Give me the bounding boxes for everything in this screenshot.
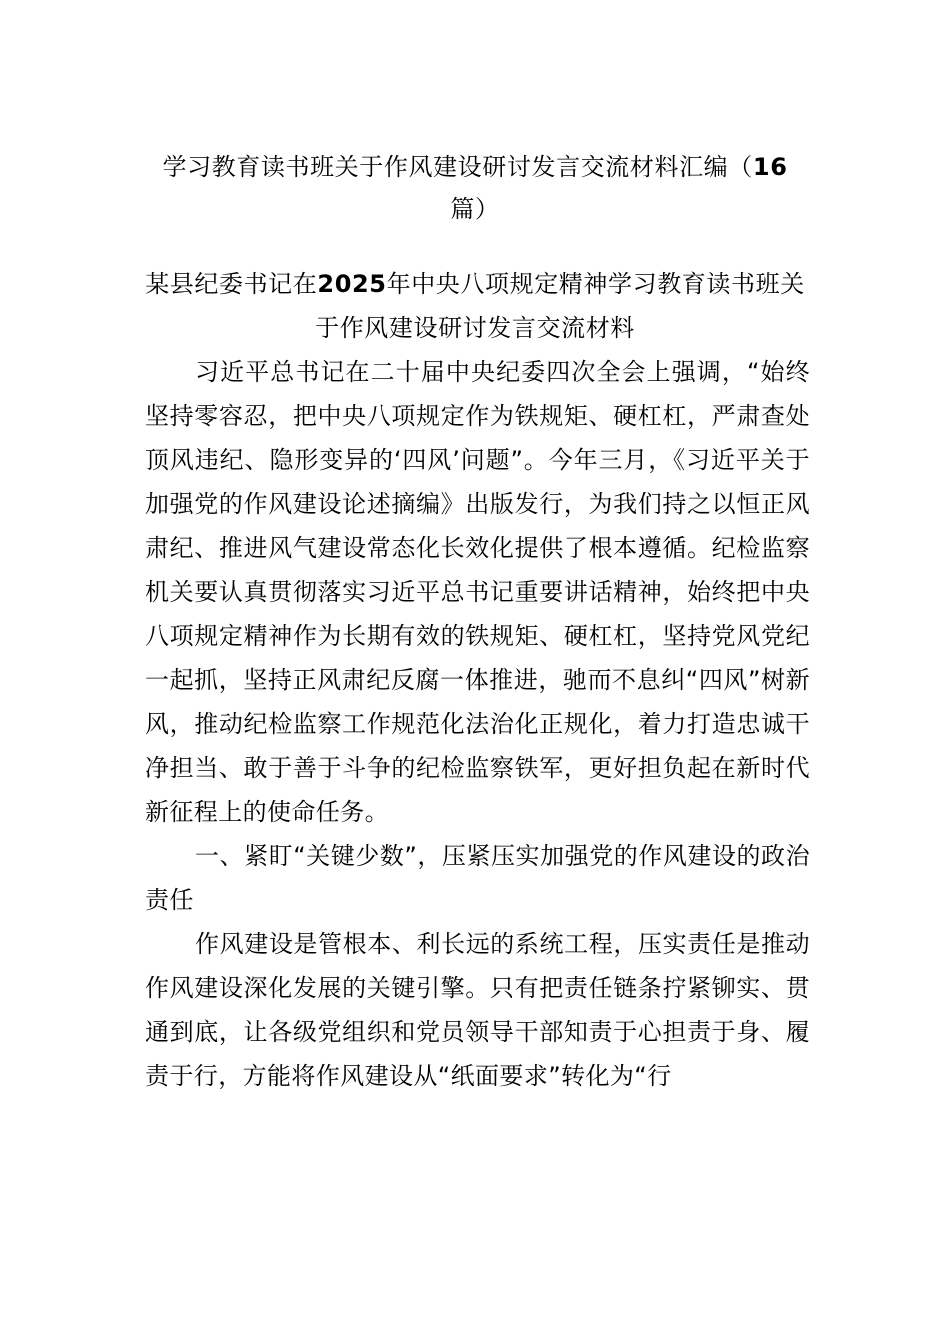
- paragraph-section-1: 作风建设是管根本、利长远的系统工程，压实责任是推动作风建设深化发展的关键引擎。只有把责任链条拧紧铆实、贯通到底，让各级党组织和党员领导干部知责于心担责于身、履责于行，方能将作风建设从“纸面要求”转化为“行: [145, 930, 810, 1090]
- title-text: 学习教育读书班关于作风建设研讨发言交流材料汇编（: [162, 153, 753, 181]
- paragraph-intro: 习近平总书记在二十届中央纪委四次全会上强调，“始终坚持零容忍，把中央八项规定作为铁规矩、硬杠杠，严肃查处顶风违纪、隐形变异的‘四风’问题”。今年三月，《习近平关于加强党的作风建设论述摘编》出版发行，为我们持之以恒正风肃纪、推进风气建设常态化长效化提供了根本遵循。纪检监察机关要认真贯彻落实习近平总书记重要讲话精神，始终把中央八项规定精神作为长期有效的铁规矩、硬杠杠，坚持党风党纪一起抓，坚持正风肃纪反腐一体推进，驰而不息纠“四风”树新风，推动纪检监察工作规范化法治化正规化，着力打造忠诚干净担当、敢于善于斗争的纪检监察铁军，更好担负起在新时代新征程上的使命任务。: [145, 358, 810, 826]
- subtitle-prefix: 某县纪委书记在: [145, 270, 318, 298]
- document-subtitle: [140, 262, 810, 350]
- section-heading-1: 一、紧盯“关键少数”，压紧压实加强党的作风建设的政治责任: [145, 842, 810, 914]
- subtitle-suffix: 年中央八项规定精神学习教育读书班关于作风建设研讨发言交流材料: [315, 270, 805, 342]
- document-title: [140, 146, 810, 230]
- title-count: 16: [752, 153, 788, 181]
- document-body: [145, 350, 810, 1098]
- title-tail: 篇）: [450, 195, 500, 223]
- subtitle-year: 2025: [317, 270, 387, 298]
